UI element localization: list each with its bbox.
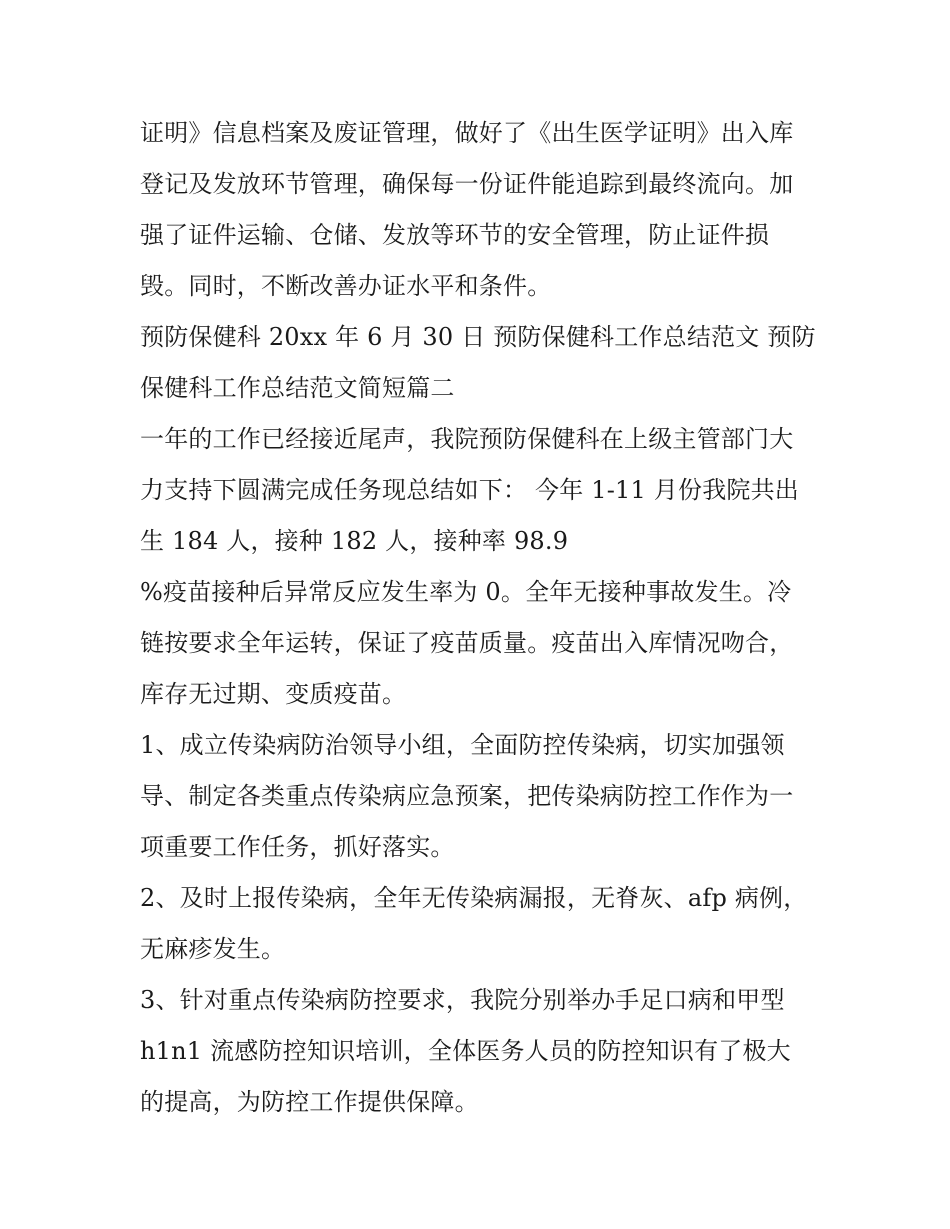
- text-line-12: 库存无过期、变质疫苗。: [140, 680, 407, 708]
- text-line-5: 预防保健科 20xx 年 6 月 30 日 预防保健科工作总结范文 预防: [140, 323, 816, 351]
- text-line-20: 的提高，为防控工作提供保障。: [140, 1088, 479, 1116]
- text-line-15: 项重要工作任务，抓好落实。: [140, 833, 455, 861]
- text-line-14: 导、制定各类重点传染病应急预案，把传染病防控工作作为一: [140, 782, 794, 810]
- text-line-19: h1n1 流感防控知识培训，全体医务人员的防控知识有了极大: [140, 1037, 791, 1065]
- document-body: [140, 108, 820, 1128]
- text-line-11: 链按要求全年运转，保证了疫苗质量。疫苗出入库情况吻合，: [140, 629, 794, 657]
- text-line-7: 一年的工作已经接近尾声，我院预防保健科在上级主管部门大: [140, 425, 794, 453]
- text-line-10: %疫苗接种后异常反应发生率为 0。全年无接种事故发生。冷: [140, 578, 792, 606]
- text-line-1: 证明》信息档案及废证管理，做好了《出生医学证明》出入库: [140, 119, 794, 147]
- text-line-8: 力支持下圆满完成任务现总结如下： 今年 1-11 月份我院共出: [140, 476, 800, 504]
- text-line-3: 强了证件运输、仓储、发放等环节的安全管理，防止证件损: [140, 221, 770, 249]
- text-line-6: 保健科工作总结范文简短篇二: [140, 374, 455, 402]
- text-line-2: 登记及发放环节管理，确保每一份证件能追踪到最终流向。加: [140, 170, 794, 198]
- text-line-4: 毁。同时，不断改善办证水平和条件。: [140, 272, 552, 300]
- text-line-17: 无麻疹发生。: [140, 935, 286, 963]
- text-line-16: 2、及时上报传染病，全年无传染病漏报，无脊灰、afp 病例，: [140, 884, 808, 912]
- text-line-9: 生 184 人，接种 182 人，接种率 98.9: [140, 527, 569, 555]
- text-line-13: 1、成立传染病防治领导小组，全面防控传染病，切实加强领: [140, 731, 785, 759]
- text-line-18: 3、针对重点传染病防控要求，我院分别举办手足口病和甲型: [140, 986, 785, 1014]
